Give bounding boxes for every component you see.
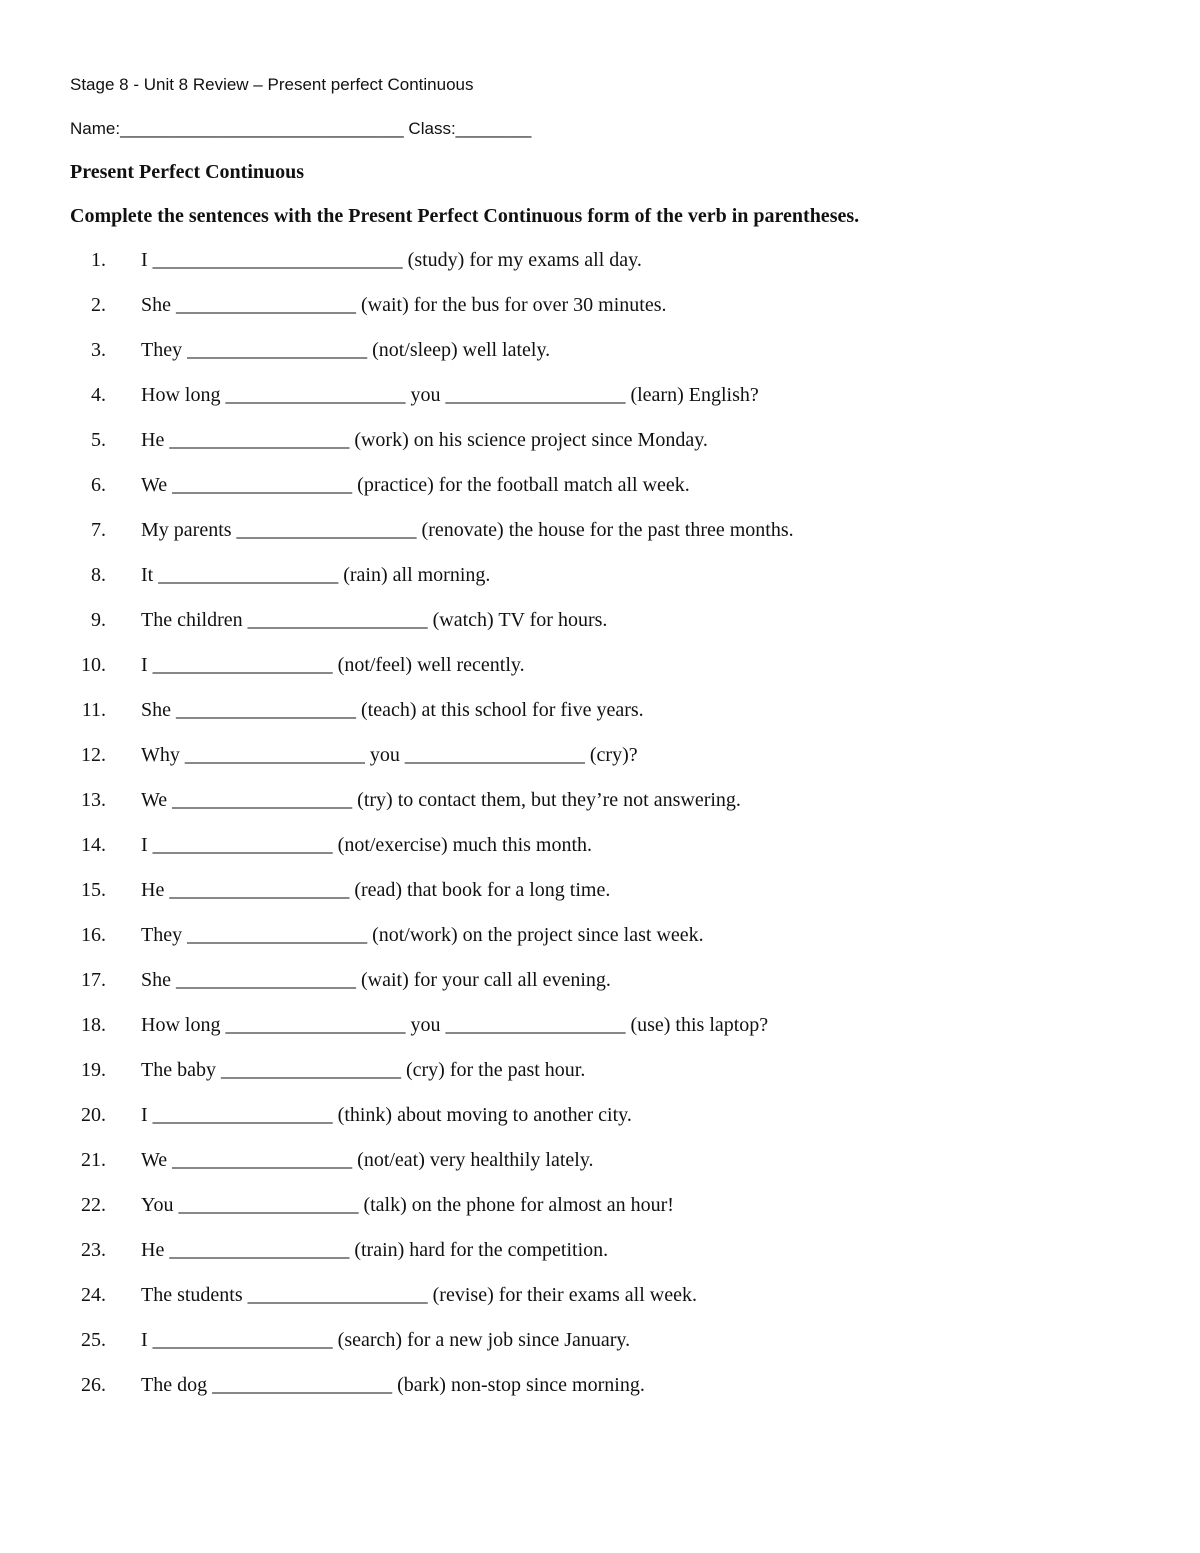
question-text: The baby __________________ (cry) for the past hour. — [141, 1059, 586, 1081]
list-item — [70, 1056, 1150, 1101]
questions-list — [70, 246, 1150, 1416]
question-number: 14. — [81, 834, 106, 856]
question-text: You __________________ (talk) on the phone for almost an hour! — [141, 1194, 674, 1216]
question-text: We __________________ (try) to contact them, but they’re not answering. — [141, 789, 741, 811]
list-item — [70, 831, 1150, 876]
question-number: 8. — [91, 564, 106, 586]
question-number: 6. — [91, 474, 106, 496]
question-text: I _________________________ (study) for my exams all day. — [141, 249, 642, 271]
question-number: 20. — [81, 1104, 106, 1126]
question-number: 26. — [81, 1374, 106, 1396]
list-item — [70, 1371, 1150, 1416]
question-text: We __________________ (practice) for the football match all week. — [141, 474, 690, 496]
question-number: 3. — [91, 339, 106, 361]
list-item — [70, 246, 1150, 291]
question-number: 25. — [81, 1329, 106, 1351]
question-number: 12. — [81, 744, 106, 766]
question-text: I __________________ (not/exercise) much this month. — [141, 834, 593, 856]
question-text: She __________________ (wait) for the bus for over 30 minutes. — [141, 294, 667, 316]
list-item — [70, 381, 1150, 426]
question-text: I __________________ (search) for a new job since January. — [141, 1329, 631, 1351]
list-item — [70, 1101, 1150, 1146]
question-text: The children __________________ (watch) TV for hours. — [141, 609, 608, 631]
list-item — [70, 876, 1150, 921]
worksheet-page — [70, 72, 1150, 1416]
question-text: We __________________ (not/eat) very healthily lately. — [141, 1149, 594, 1171]
list-item — [70, 921, 1150, 966]
instructions: Complete the sentences with the Present Perfect Continuous form of the verb in parentheses. — [70, 205, 860, 227]
question-text: How long __________________ you __________________ (use) this laptop? — [141, 1014, 769, 1036]
list-item — [70, 336, 1150, 381]
list-item — [70, 1011, 1150, 1056]
question-text: They __________________ (not/sleep) well lately. — [141, 339, 551, 361]
question-text: I __________________ (think) about moving to another city. — [141, 1104, 632, 1126]
worksheet-title: Stage 8 - Unit 8 Review – Present perfect Continuous — [70, 75, 474, 94]
question-text: Why __________________ you __________________ (cry)? — [141, 744, 638, 766]
list-item — [70, 606, 1150, 651]
list-item — [70, 1236, 1150, 1281]
list-item — [70, 696, 1150, 741]
question-number: 5. — [91, 429, 106, 451]
question-text: He __________________ (work) on his science project since Monday. — [141, 429, 708, 451]
question-number: 22. — [81, 1194, 106, 1216]
question-text: It __________________ (rain) all morning. — [141, 564, 491, 586]
question-text: He __________________ (train) hard for the competition. — [141, 1239, 609, 1261]
question-number: 24. — [81, 1284, 106, 1306]
list-item — [70, 471, 1150, 516]
list-item — [70, 1146, 1150, 1191]
list-item — [70, 786, 1150, 831]
question-text: They __________________ (not/work) on the project since last week. — [141, 924, 704, 946]
question-number: 11. — [81, 699, 106, 721]
question-number: 9. — [91, 609, 106, 631]
list-item — [70, 966, 1150, 1011]
name-class-line: Name:______________________________ Class:________ — [70, 119, 532, 138]
question-number: 21. — [81, 1149, 106, 1171]
question-text: The dog __________________ (bark) non-stop since morning. — [141, 1374, 645, 1396]
list-item — [70, 1281, 1150, 1326]
question-number: 15. — [81, 879, 106, 901]
question-number: 4. — [91, 384, 106, 406]
question-text: She __________________ (wait) for your call all evening. — [141, 969, 611, 991]
question-text: I __________________ (not/feel) well recently. — [141, 654, 525, 676]
question-text: The students __________________ (revise) for their exams all week. — [141, 1284, 697, 1306]
question-number: 2. — [91, 294, 106, 316]
section-title: Present Perfect Continuous — [70, 161, 305, 183]
list-item — [70, 561, 1150, 606]
list-item — [70, 651, 1150, 696]
question-number: 10. — [81, 654, 106, 676]
question-number: 23. — [81, 1239, 106, 1261]
list-item — [70, 1191, 1150, 1236]
question-number: 18. — [81, 1014, 106, 1036]
question-text: How long __________________ you __________________ (learn) English? — [141, 384, 759, 406]
question-text: She __________________ (teach) at this school for five years. — [141, 699, 644, 721]
question-number: 7. — [91, 519, 106, 541]
question-text: He __________________ (read) that book for a long time. — [141, 879, 611, 901]
question-number: 17. — [81, 969, 106, 991]
question-number: 1. — [91, 249, 106, 271]
question-number: 16. — [81, 924, 106, 946]
list-item — [70, 426, 1150, 471]
question-text: My parents __________________ (renovate) the house for the past three months. — [141, 519, 794, 541]
question-number: 19. — [81, 1059, 106, 1081]
list-item — [70, 1326, 1150, 1371]
question-number: 13. — [81, 789, 106, 811]
list-item — [70, 741, 1150, 786]
list-item — [70, 291, 1150, 336]
list-item — [70, 516, 1150, 561]
